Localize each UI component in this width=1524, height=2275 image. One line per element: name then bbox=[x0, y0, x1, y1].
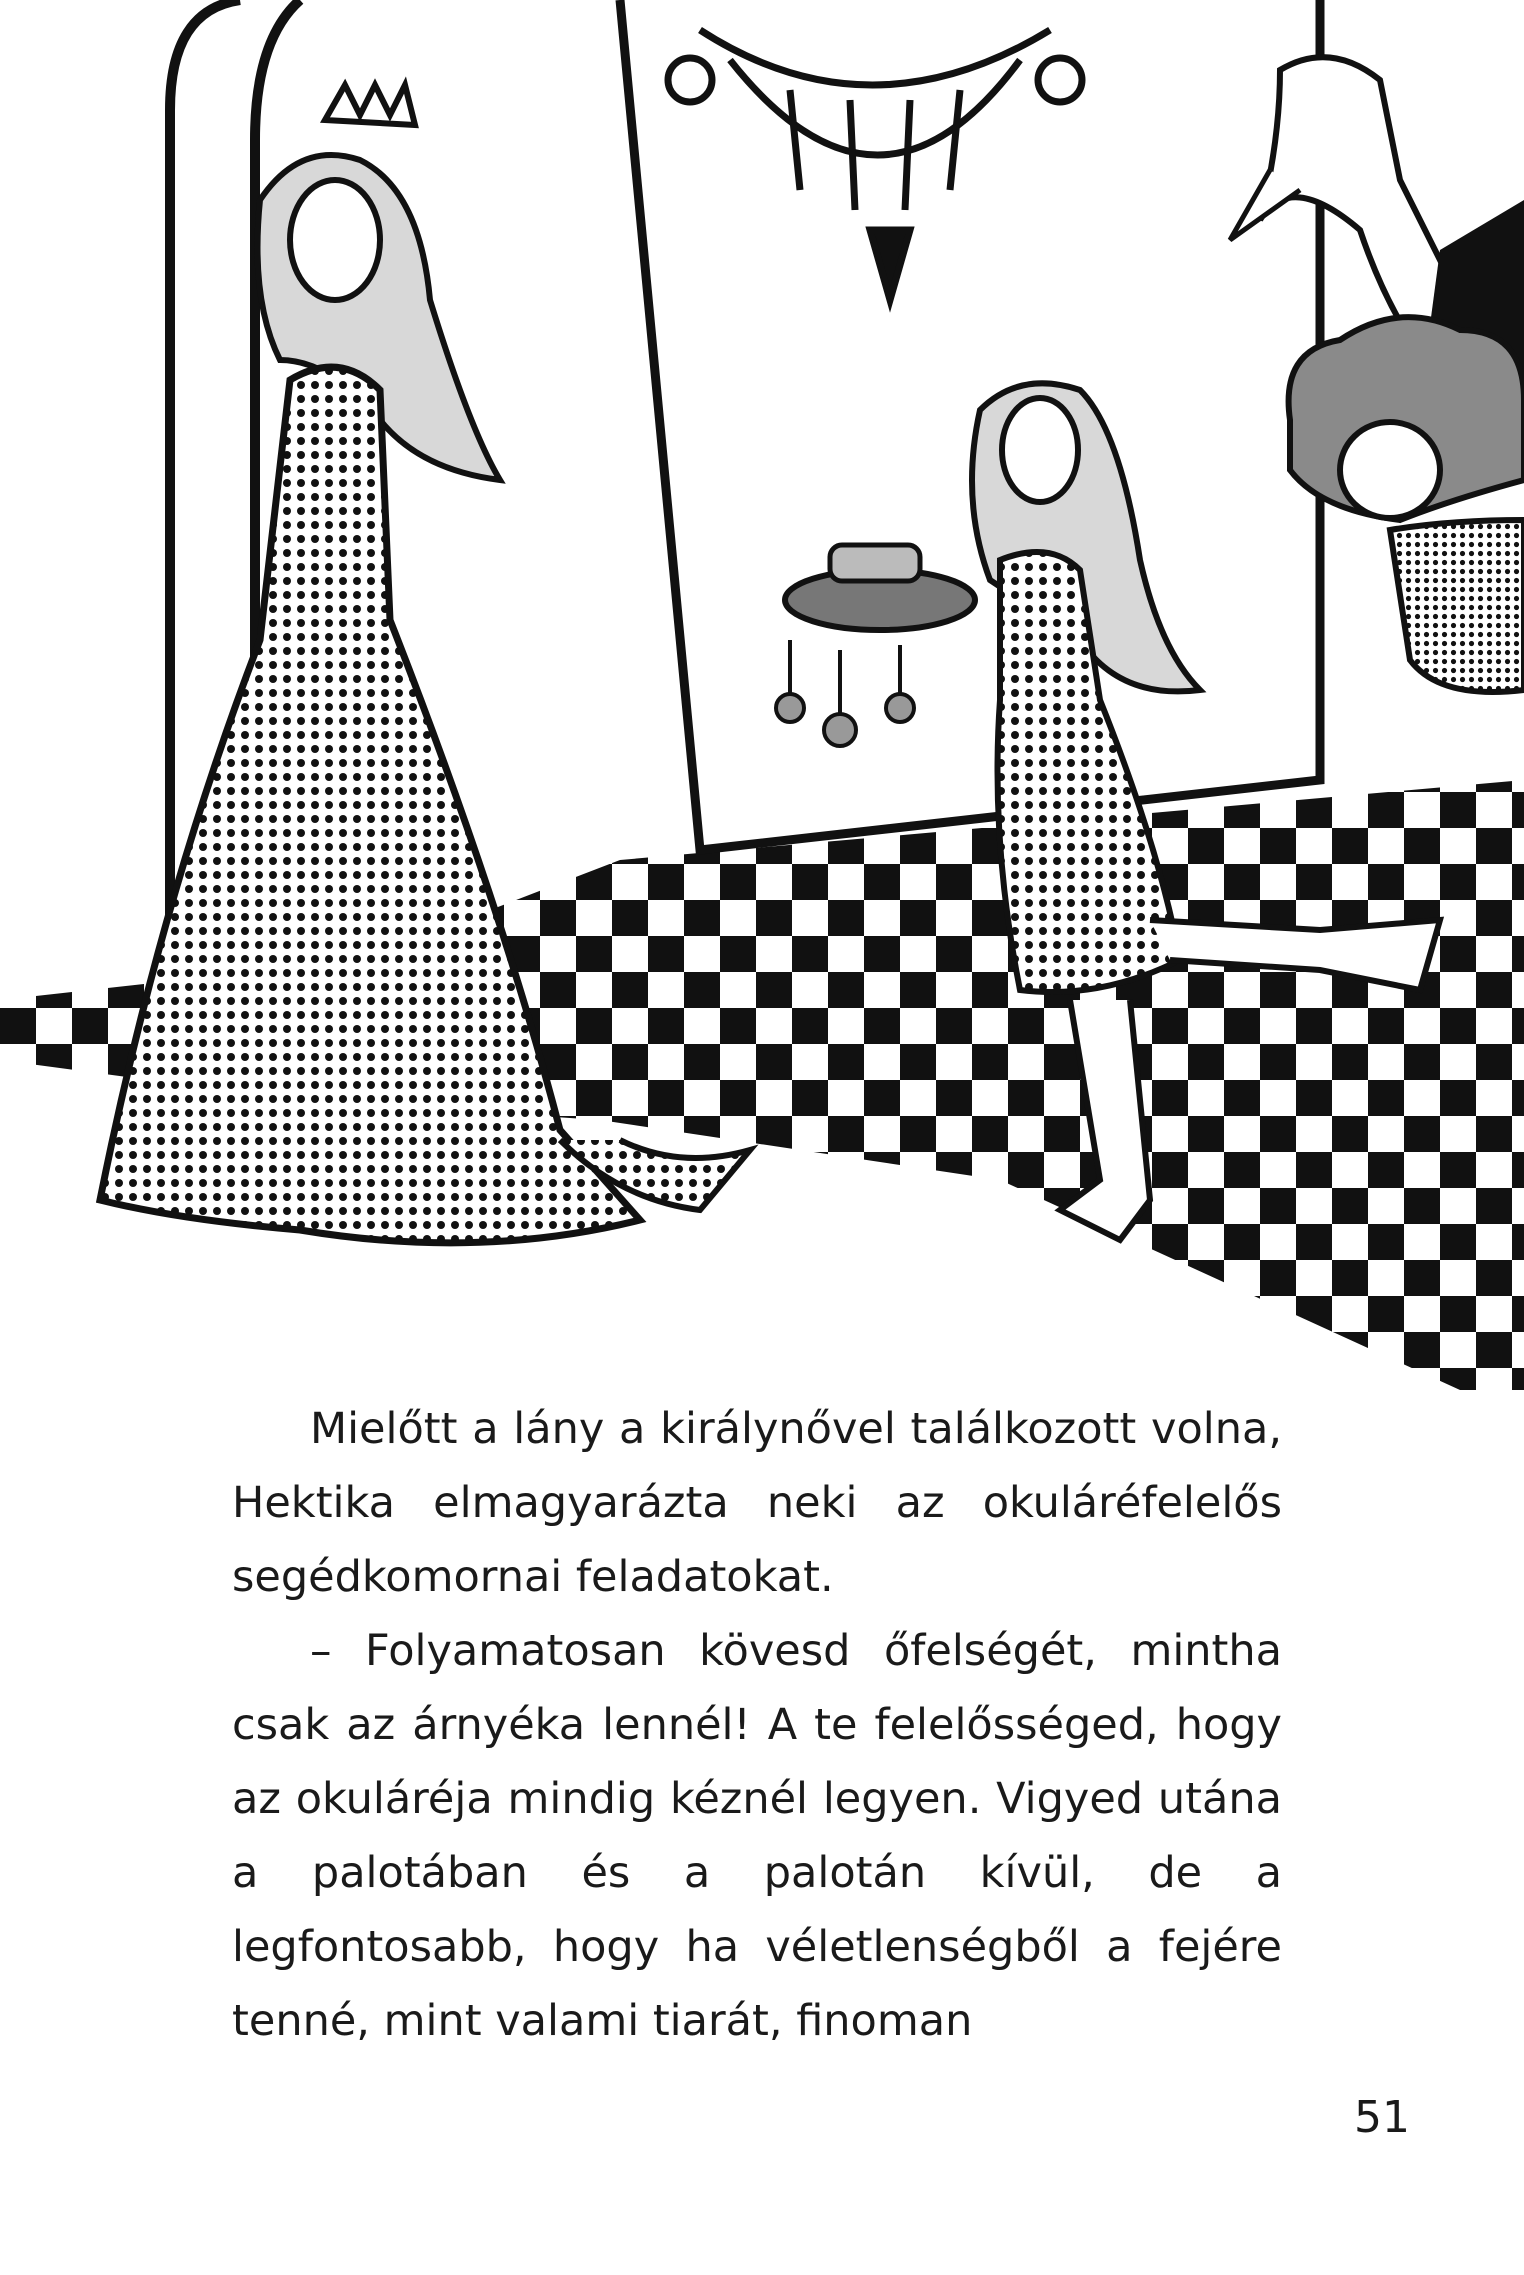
palace-window bbox=[620, 0, 1320, 850]
paragraph: Mielőtt a lány a királynővel találkozott volna, Hektika elmagyarázta neki az okuláréfelelős segédkomornai feladatokat. bbox=[232, 1404, 1282, 1602]
paragraph: – Folyamatosan kövesd őfelségét, mintha csak az árnyéka lennél! A te felelősséged, hogy az okuláréja mindig kéznél legyen. Vigyed utána a palotában és a palotán kívül, de a legfontosabb, hogy ha véletlenségből a fejére tenné, mint valami tiarát, finoman bbox=[232, 1626, 1282, 2046]
page-number: 51 bbox=[1354, 2092, 1410, 2143]
chandelier bbox=[668, 30, 1082, 300]
body-text bbox=[232, 1392, 1282, 2058]
